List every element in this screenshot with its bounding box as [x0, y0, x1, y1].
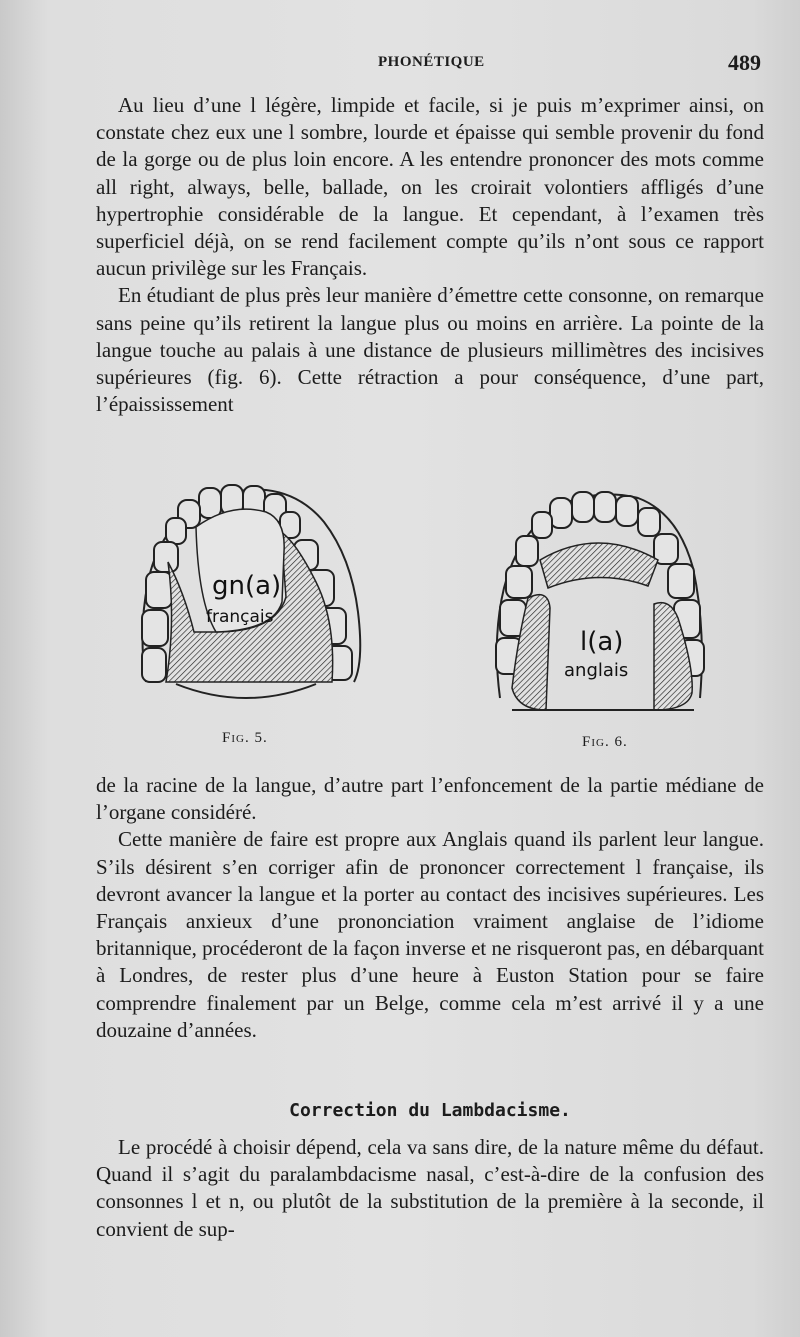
tongue-contact-front [540, 543, 658, 588]
palate-lower-arc [176, 684, 316, 698]
paragraph: Cette manière de faire est propre aux Anglais quand ils parlent leur langue. S’ils désirent s’en corriger afin de prononcer correctement l française, ils devront avancer la langue et la porter au contact des incisives supérieures. Les Français anxieux d’une prononciation vraiment anglaise de l’idiome britannique, procéderont de la façon inverse et ne risqueront pas, en débarquant à Londres, de rester plus d’une heure à Euston Station pour se faire comprendre finalement par un Belge, comme cela m’est arrivé il y a une douzaine d’années. [96, 827, 764, 1042]
paragraph: de la racine de la langue, d’autre part l’enfoncement de la partie médiane de l’organe considéré. [96, 773, 764, 825]
figure-6-sublabel: anglais [564, 660, 629, 681]
paragraph: En étudiant de plus près leur manière d’émettre cette consonne, on remarque sans peine qu’ils retirent la langue plus ou moins en arrière. La pointe de la langue touche au palais à une distance de plusieurs millimètres des incisives supérieures (fig. 6). Cette rétraction a pour conséquence, d’une part, l’épaississement [96, 283, 764, 417]
page-number: 489 [728, 50, 761, 75]
figure-5-caption: Fig. 5. [222, 730, 268, 746]
paragraph: Le procédé à choisir dépend, cela va sans dire, de la nature même du défaut. Quand il s’agit du paralambdacisme nasal, c’est-à-dire de la confusion des consonnes l et n, ou plutôt de la substitution de la première à la seconde, il convient de sup- [96, 1135, 764, 1241]
text-block-middle [96, 772, 764, 1044]
text-block-bottom [96, 1134, 764, 1243]
paragraph: Au lieu d’une l légère, limpide et facile, si je puis m’exprimer ainsi, on constate chez eux une l sombre, lourde et épaisse qui semble provenir du fond de la gorge ou de plus loin encore. A les entendre prononcer des mots comme all right, always, belle, ballade, on les croirait volontiers affligés d’une hypertrophie considérable de la langue. Et cependant, à l’examen très superficiel déjà, on se rend facilement compte qu’ils n’ont sous ce rapport aucun privilège sur les Français. [96, 93, 764, 281]
figure-5-palate-diagram [136, 482, 376, 712]
section-heading: Correction du Lambdacisme. [289, 1100, 571, 1121]
running-head-title: PHONÉTIQUE [378, 54, 485, 70]
figure-6-palate-diagram [488, 488, 714, 718]
running-head [0, 52, 800, 82]
text-block-top [96, 92, 764, 418]
figure-6-caption: Fig. 6. [582, 734, 628, 750]
figure-6-label: l(a) [580, 627, 624, 657]
figure-5-sublabel: français [206, 607, 274, 627]
figure-5-label: gn(a) [212, 571, 282, 601]
